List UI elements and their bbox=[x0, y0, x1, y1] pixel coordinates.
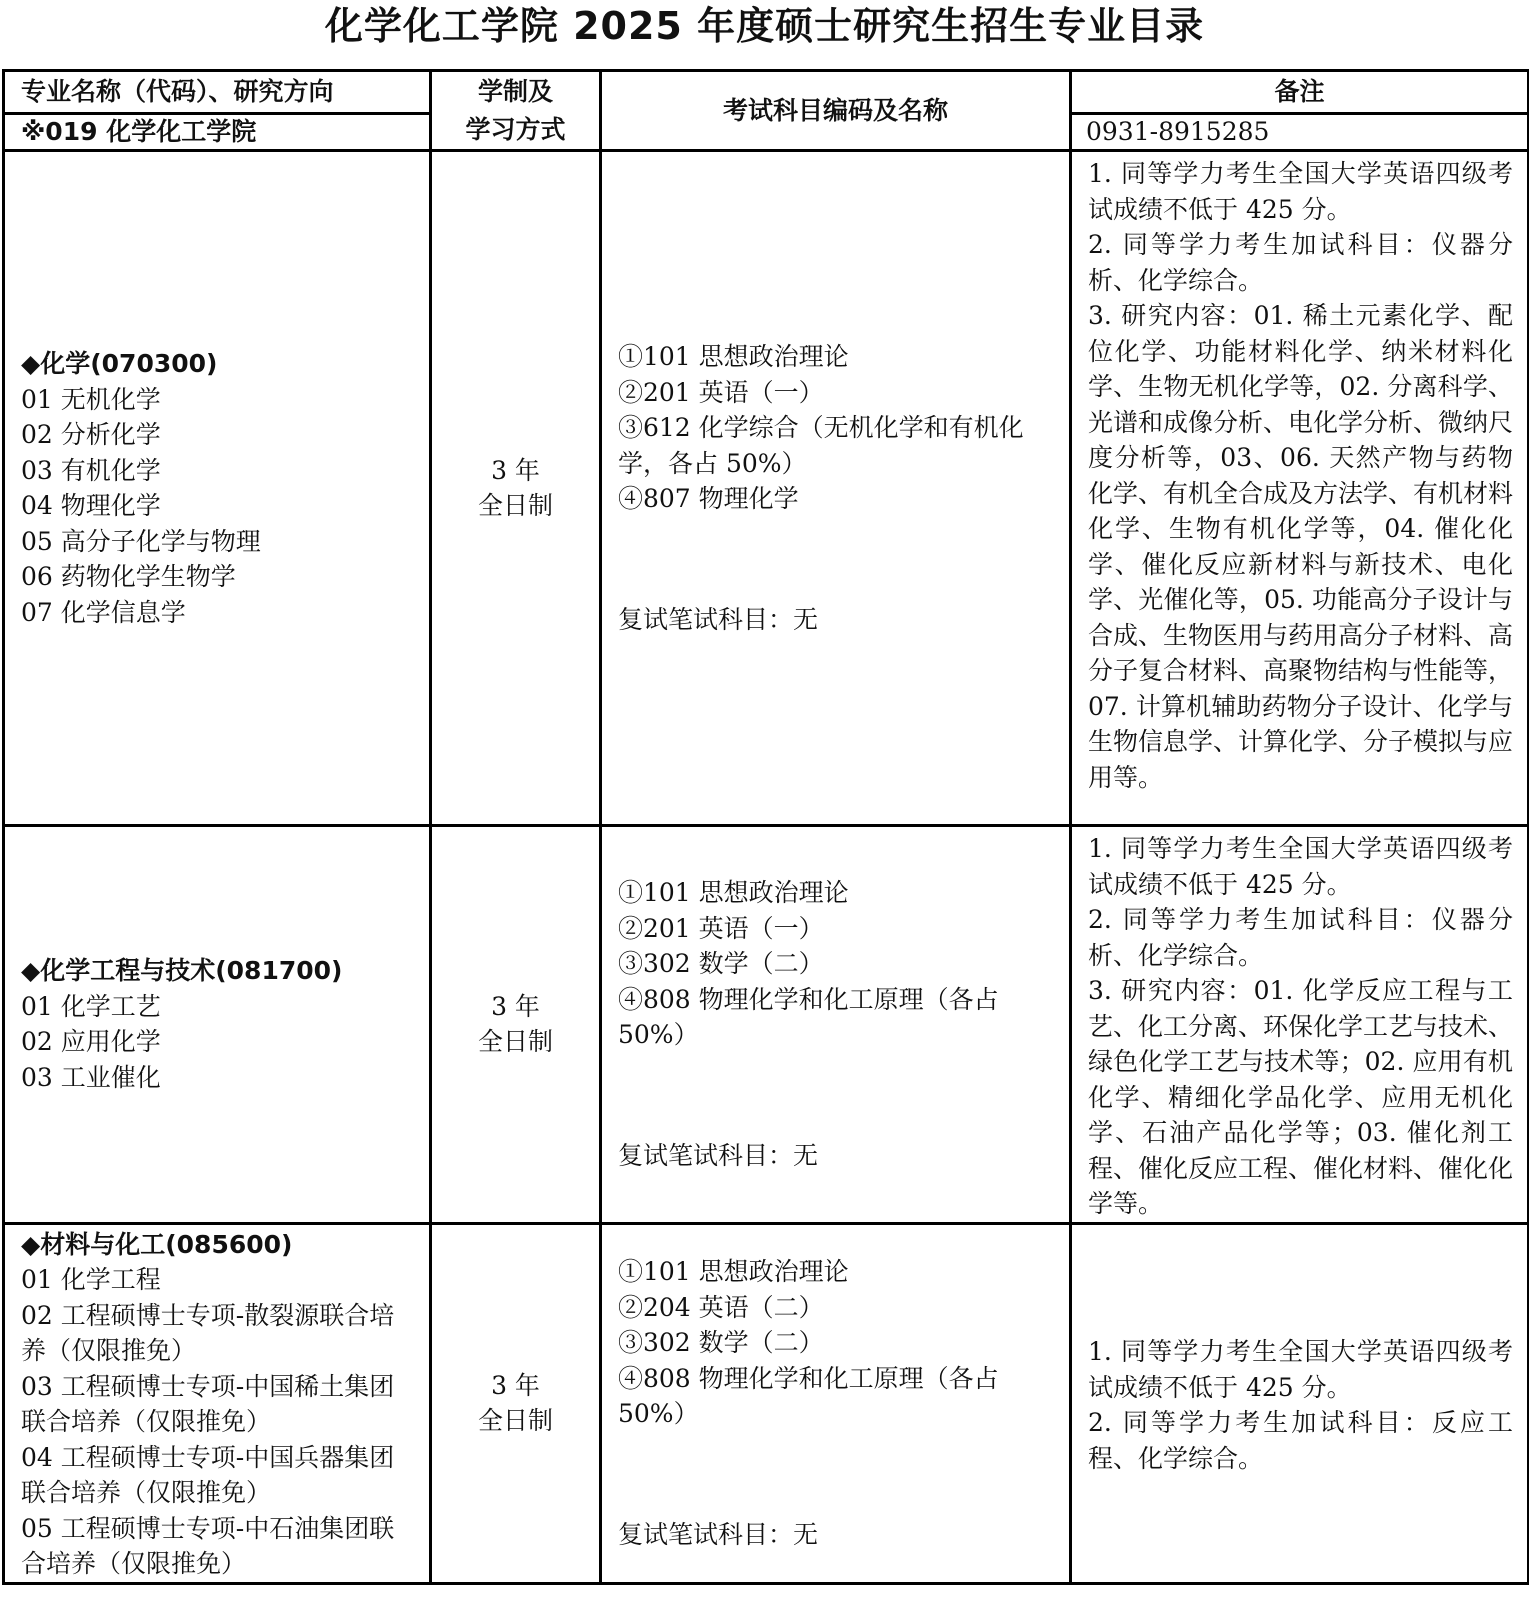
duration-cell bbox=[431, 151, 601, 826]
study-mode: 全日制 bbox=[477, 1406, 553, 1435]
exam-item: ④808 物理化学和化工原理（各占 50%） bbox=[618, 1363, 999, 1428]
header-exam-subjects: 考试科目编码及名称 bbox=[601, 71, 1071, 151]
exam-item: ③302 数学（二） bbox=[618, 1328, 824, 1357]
header-notes: 备注 bbox=[1071, 71, 1529, 114]
table-row bbox=[4, 151, 1529, 826]
direction-item: 04 物理化学 bbox=[21, 491, 161, 520]
exam-cell bbox=[601, 1223, 1071, 1583]
direction-item: 05 高分子化学与物理 bbox=[21, 526, 261, 556]
retest-subject: 复试笔试科目：无 bbox=[618, 1140, 819, 1170]
exam-item: ③612 化学综合（无机化学和有机化学，各占 50%） bbox=[618, 413, 1024, 478]
header-duration-line2: 学习方式 bbox=[465, 114, 566, 144]
duration-cell bbox=[431, 1223, 601, 1583]
direction-item: 02 应用化学 bbox=[21, 1027, 161, 1057]
header-department: ※019 化学化工学院 bbox=[4, 114, 431, 151]
exam-cell bbox=[601, 826, 1071, 1224]
direction-item: 01 化学工艺 bbox=[21, 991, 161, 1021]
study-mode: 全日制 bbox=[477, 1027, 553, 1057]
catalog-table bbox=[2, 69, 1529, 1585]
direction-item: 06 药物化学生物学 bbox=[21, 562, 236, 591]
retest-subject: 复试笔试科目：无 bbox=[618, 1519, 819, 1549]
exam-item: ②201 英语（一） bbox=[618, 913, 824, 943]
duration: 3 年 bbox=[491, 991, 540, 1021]
direction-item: 03 工程硕博士专项-中国稀土集团联合培养（仅限推免） bbox=[21, 1371, 395, 1436]
header-duration-line1: 学制及 bbox=[477, 76, 553, 106]
major-title: ◆化学工程与技术(081700) bbox=[21, 956, 343, 986]
major-cell bbox=[4, 826, 431, 1224]
exam-cell bbox=[601, 151, 1071, 826]
exam-item: ②201 英语（一） bbox=[618, 377, 824, 407]
exam-item: ③302 数学（二） bbox=[618, 949, 824, 979]
direction-item: 02 分析化学 bbox=[21, 420, 161, 449]
direction-item: 03 工业催化 bbox=[21, 1062, 161, 1092]
header-major-name: 专业名称（代码）、研究方向 bbox=[4, 71, 431, 114]
retest-subject: 复试笔试科目：无 bbox=[618, 604, 819, 634]
duration: 3 年 bbox=[491, 1370, 540, 1400]
duration: 3 年 bbox=[491, 455, 540, 485]
direction-item: 03 有机化学 bbox=[21, 455, 161, 485]
major-title: ◆化学(070300) bbox=[21, 349, 218, 378]
exam-item: ①101 思想政治理论 bbox=[618, 342, 849, 371]
notes-cell: 1. 同等学力考生全国大学英语四级考试成绩不低于 425 分。 2. 同等学力考生加试科目：仪器分析、化学综合。 3. 研究内容：01. 化学反应工程与工艺、化工分离、环保化学工艺与技术、绿色化学工艺与技术等；02. 应用有机化学、精细化学品化学、应用无机化学、石油产品化学等；03. 催化剂工程、催化反应工程、催化材料、催化化学等。 bbox=[1071, 826, 1529, 1224]
study-mode: 全日制 bbox=[477, 491, 553, 520]
notes-cell: 1. 同等学力考生全国大学英语四级考试成绩不低于 425 分。 2. 同等学力考生加试科目：反应工程、化学综合。 bbox=[1071, 1223, 1529, 1583]
exam-item: ①101 思想政治理论 bbox=[618, 878, 849, 908]
notes-cell: 1. 同等学力考生全国大学英语四级考试成绩不低于 425 分。 2. 同等学力考生加试科目：仪器分析、化学综合。 3. 研究内容：01. 稀土元素化学、配位化学、功能材料化学、纳米材料化学、生物无机化学等，02. 分离科学、光谱和成像分析、电化学分析、微纳尺度分析等，03、06. 天然产物与药物化学、有机全合成及方法学、有机材料化学、生物有机化学等，04. 催化化学、催化反应新材料与新技术、电化学、光催化等，05. 功能高分子设计与合成、生物医用与药用高分子材料、高分子复合材料、高聚物结构与性能等，07. 计算机辅助药物分子设计、化学与生物信息学、计算化学、分子模拟与应用等。 bbox=[1071, 151, 1529, 826]
table-row bbox=[4, 1223, 1529, 1583]
direction-item: 02 工程硕博士专项-散裂源联合培养（仅限推免） bbox=[21, 1300, 395, 1365]
exam-item: ②204 英语（二） bbox=[618, 1292, 824, 1322]
direction-item: 01 无机化学 bbox=[21, 384, 161, 414]
major-cell bbox=[4, 151, 431, 826]
exam-item: ①101 思想政治理论 bbox=[618, 1257, 849, 1286]
major-title: ◆材料与化工(085600) bbox=[21, 1229, 293, 1259]
header-duration-mode bbox=[431, 71, 601, 151]
direction-item: 07 化学信息学 bbox=[21, 597, 186, 627]
exam-item: ④807 物理化学 bbox=[618, 484, 799, 513]
duration-cell bbox=[431, 826, 601, 1224]
exam-item: ④808 物理化学和化工原理（各占 50%） bbox=[618, 984, 999, 1050]
header-phone: 0931-8915285 bbox=[1071, 114, 1529, 151]
major-cell bbox=[4, 1223, 431, 1583]
direction-item: 05 工程硕博士专项-中石油集团联合培养（仅限推免） bbox=[21, 1513, 395, 1578]
header-row bbox=[4, 71, 1529, 114]
table-row bbox=[4, 826, 1529, 1224]
direction-item: 04 工程硕博士专项-中国兵器集团联合培养（仅限推免） bbox=[21, 1442, 395, 1507]
page-title: 化学化工学院 2025 年度硕士研究生招生专业目录 bbox=[324, 4, 1205, 48]
direction-item: 01 化学工程 bbox=[21, 1265, 161, 1294]
